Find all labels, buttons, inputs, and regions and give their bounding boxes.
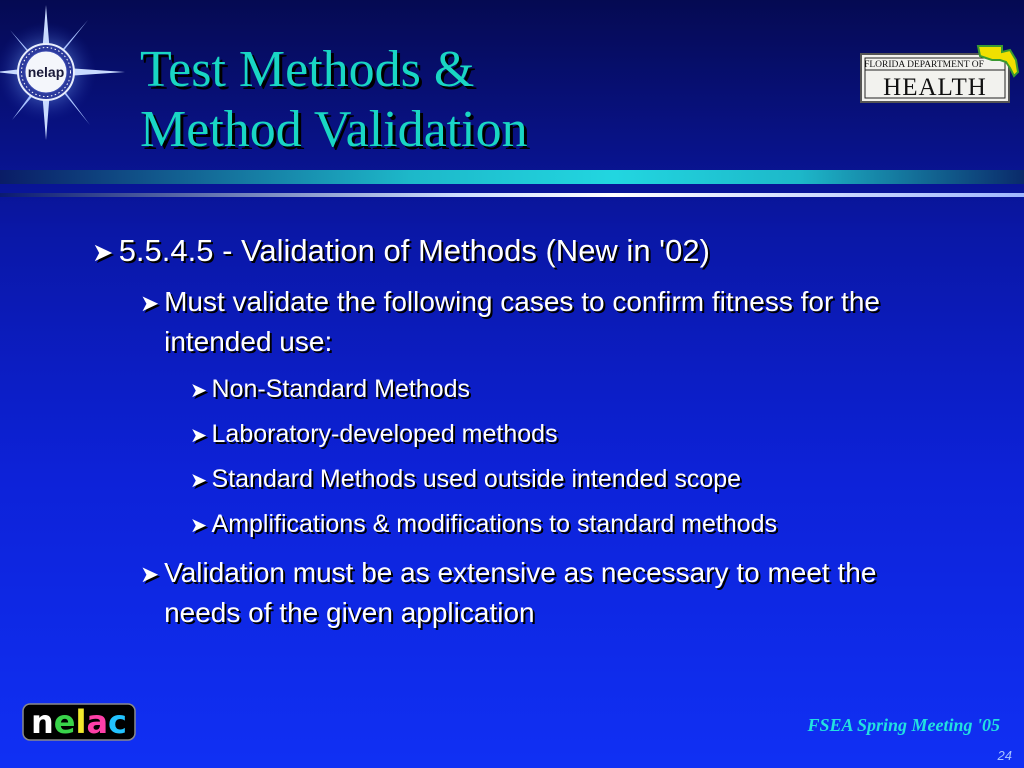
bullet-level-3 [190,508,777,542]
bullet-arrow-icon: ➤ [190,514,208,537]
bullet-text: Must validate the following cases to confirm fitness for the intended use: [164,286,880,357]
nelac-letter: c [108,703,128,741]
bullet-level-3 [190,373,470,407]
nelap-logo-text: nelap [27,64,65,80]
bullet-text: 5.5.4.5 - Validation of Methods (New in '02) [118,233,710,268]
title-line-2: Method Validation [140,101,528,158]
bullet-arrow-icon: ➤ [190,469,208,492]
bullet-level-1 [92,232,710,272]
bullet-text: Laboratory-developed methods [211,420,558,448]
bullet-level-3 [190,418,558,452]
bullet-arrow-icon: ➤ [140,561,160,587]
title-line-1: Test Methods & [140,41,475,98]
nelac-letter: l [75,703,87,741]
bullet-arrow-icon: ➤ [92,239,114,267]
footer-meeting-name: FSEA Spring Meeting '05 [807,715,1000,735]
nelac-letter: a [86,703,109,741]
bullet-text: Validation must be as extensive as necessary to meet the needs of the given application [164,557,877,628]
page-number: 24 [997,748,1012,763]
nelac-logo [22,703,136,741]
bullet-arrow-icon: ➤ [190,424,208,447]
bullet-arrow-icon: ➤ [190,379,208,402]
nelac-letter: e [53,703,76,741]
bullet-arrow-icon: ➤ [140,290,160,316]
svg-text:nelac [31,703,127,741]
bullet-level-3 [190,463,741,497]
bullet-level-2 [140,282,944,362]
bullet-text: Non-Standard Methods [211,375,470,403]
bullet-text: Standard Methods used outside intended scope [211,465,742,493]
bullet-level-2 [140,553,924,633]
nelac-letter: n [30,703,54,741]
health-logo-main-text: HEALTH [883,74,987,101]
bullet-text: Amplifications & modifications to standard methods [211,510,778,538]
health-logo-top-text: FLORIDA DEPARTMENT OF [864,60,984,70]
